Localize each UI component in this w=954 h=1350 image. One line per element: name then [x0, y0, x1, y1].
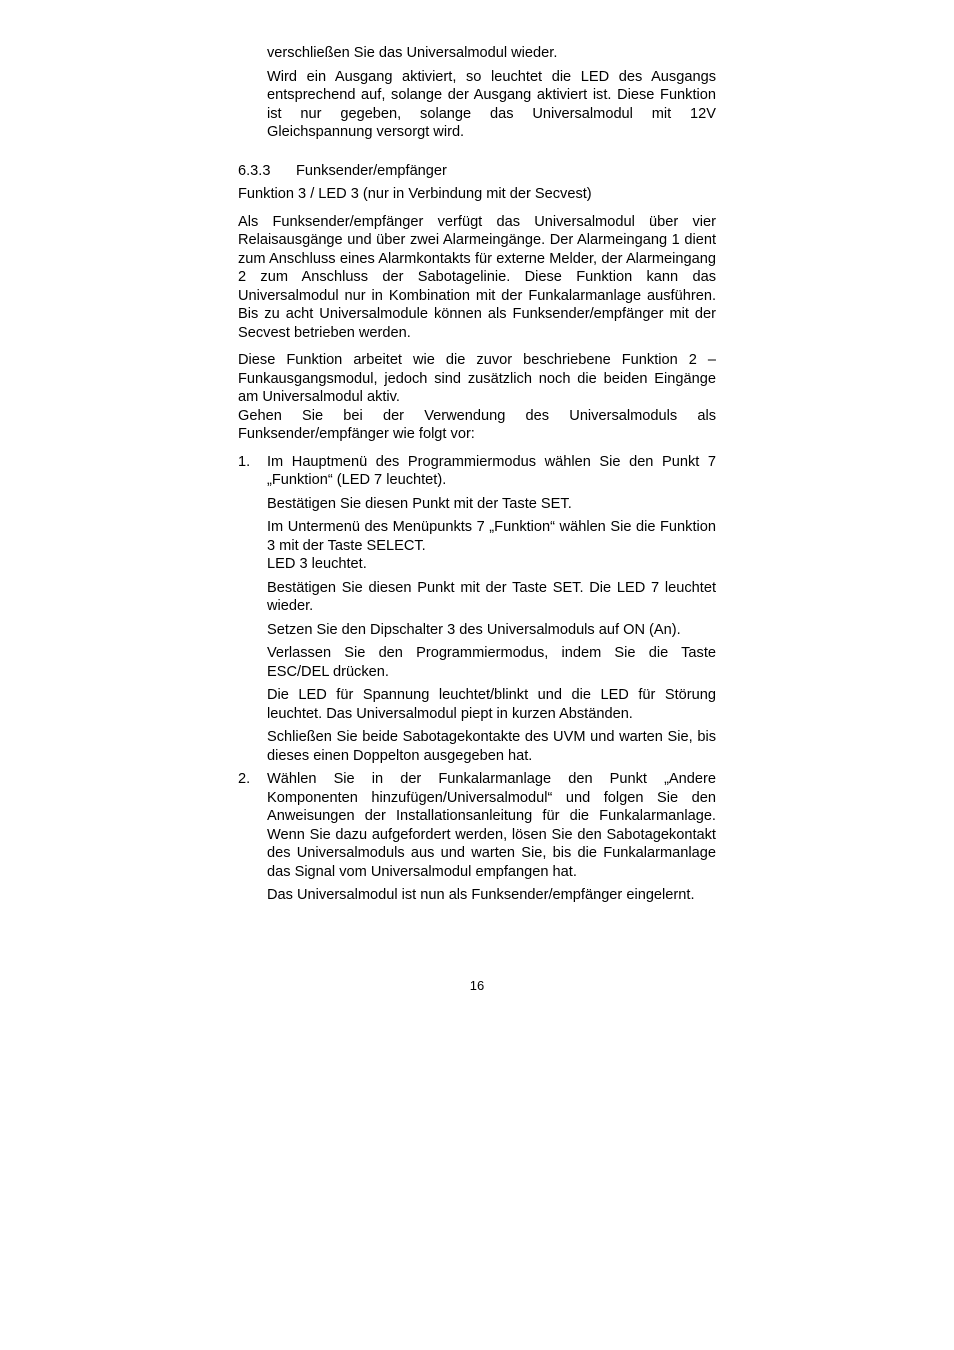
step-1-sub-8: Schließen Sie beide Sabotagekontakte des UVM und warten Sie, bis dieses einen Doppelton ausgegeben hat. — [267, 729, 716, 764]
list-item-1 — [238, 453, 716, 766]
step-1-sub-5: Setzen Sie den Dipschalter 3 des Universalmoduls auf ON (An). — [267, 621, 681, 638]
step-1-sub-1: Bestätigen Sie diesen Punkt mit der Taste SET. — [267, 495, 572, 512]
list-item-number: 2. — [238, 771, 251, 787]
step-2-sub-1: Das Universalmodul ist nun als Funksender/empfänger eingelernt. — [267, 887, 695, 903]
step-1-sub-3: LED 3 leuchtet. — [267, 556, 367, 572]
list-item-2 — [238, 770, 716, 905]
intro-paragraph-2: Wird ein Ausgang aktiviert, so leuchtet die LED des Ausgangs entsprechend auf, solange der Ausgang aktiviert ist. Diese Funktion ist nur gegeben, solange das Universalmodul mit 12V Gleichspannung versorgt wird. — [267, 68, 716, 140]
step-1-sub-6: Verlassen Sie den Programmiermodus, indem Sie die Taste ESC/DEL drücken. — [267, 645, 716, 680]
page-number: 16 — [469, 978, 485, 993]
list-item-text: Im Hauptmenü des Programmiermodus wählen Sie den Punkt 7 „Funktion“ (LED 7 leuchtet). — [267, 453, 716, 488]
section-number: 6.3.3 — [238, 162, 271, 179]
section-title: Funksender/empfänger — [296, 162, 447, 179]
step-1-sub-4: Bestätigen Sie diesen Punkt mit der Taste SET. Die LED 7 leuchtet wieder. — [267, 579, 716, 614]
step-1-sub-7: Die LED für Spannung leuchtet/blinkt und die LED für Störung leuchtet. Das Universalmodul piept in kurzen Abständen. — [267, 687, 716, 722]
document-page — [238, 44, 716, 905]
section-subtitle: Funktion 3 / LED 3 (nur in Verbindung mit der Secvest) — [238, 186, 592, 202]
section-paragraph-1: Als Funksender/empfänger verfügt das Universalmodul über vier Relaisausgänge und über zwei Alarmeingänge. Der Alarmeingang 1 dient zum Anschluss eines Alarmkontakts für externe Melder, der Alarmeingang 2 zum Anschluss der Sabotagelinie. Diese Funktion kann das Universalmodul nur in Kombination mit der Funkalarmanlage ausführen. Bis zu acht Universalmodule können als Funksender/empfänger mit der Secvest betrieben werden. — [238, 213, 716, 341]
list-item-number: 1. — [238, 453, 251, 470]
step-1-sub-2: Im Untermenü des Menüpunkts 7 „Funktion“ wählen Sie die Funktion 3 mit der Taste SELECT. — [267, 519, 716, 554]
list-item-text: Wählen Sie in der Funkalarmanlage den Punkt „Andere Komponenten hinzufügen/Universalmodul“ und folgen Sie den Anweisungen der Installationsanleitung für die Funkalarmanlage. Wenn Sie dazu aufgefordert werden, lösen Sie den Sabotagekontakt des Universalmoduls aus und warten Sie, bis die Funkalarmanlage das Signal vom Universalmodul empfangen hat. — [267, 771, 716, 880]
intro-paragraph-1: verschließen Sie das Universalmodul wieder. — [267, 45, 558, 61]
section-heading — [238, 162, 716, 181]
section-paragraph-2a: Diese Funktion arbeitet wie die zuvor beschriebene Funktion 2 – Funkausgangsmodul, jedoch sind zusätzlich noch die beiden Eingänge am Universalmodul aktiv. — [238, 352, 716, 405]
section-paragraph-2b: Gehen Sie bei der Verwendung des Universalmoduls als Funksender/empfänger wie folgt vor: — [238, 407, 716, 442]
